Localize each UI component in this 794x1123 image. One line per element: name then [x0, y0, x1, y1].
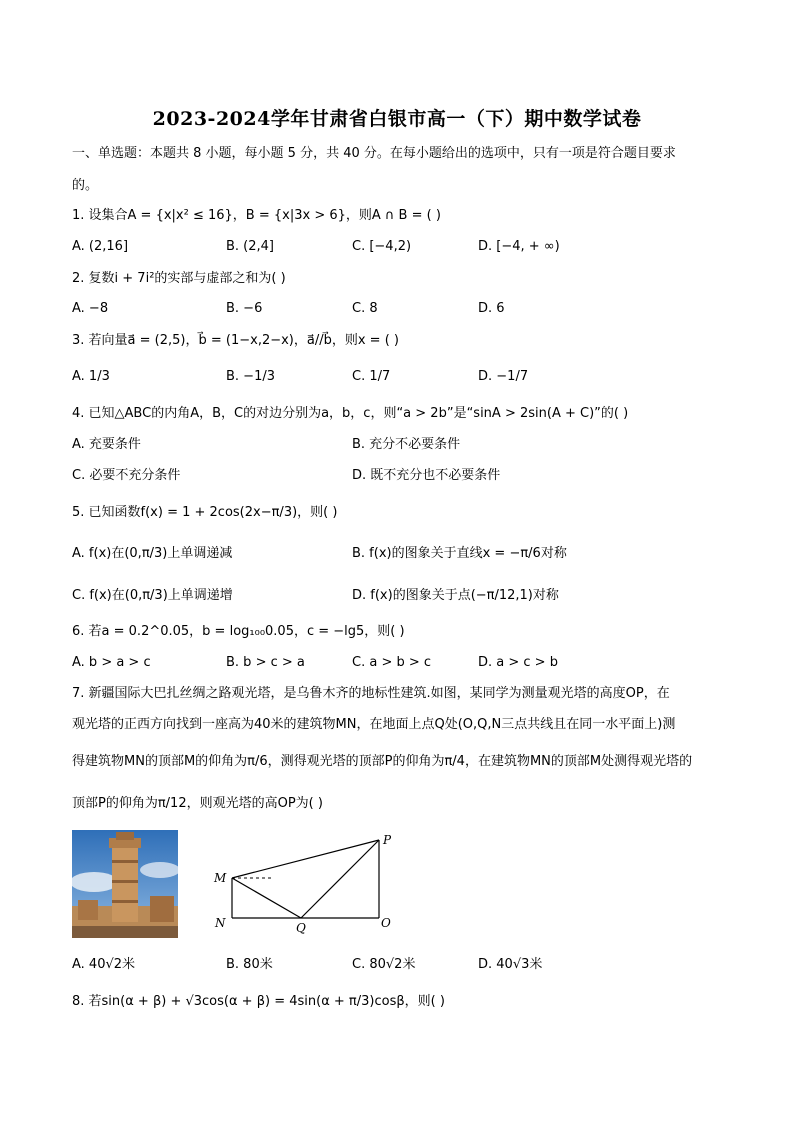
- question-6-stem: 6. 若a = 0.2^0.05，b = log₁₀₀0.05，c = −lg5，则( ): [72, 624, 405, 639]
- question-3-stem: 3. 若向量a⃗ = (2,5)，b⃗ = (1−x,2−x)，a⃗//b⃗，则x = ( ): [72, 333, 399, 348]
- label-o: O: [381, 916, 391, 930]
- question-7-option-c: C. 80√2米: [352, 957, 416, 972]
- geometry-diagram: [205, 828, 425, 940]
- question-1-option-b: B. (2,4]: [226, 239, 275, 254]
- question-4-option-b: B. 充分不必要条件: [352, 437, 461, 452]
- question-6-option-b: B. b > c > a: [226, 655, 305, 670]
- question-1-option-a: A. (2,16]: [72, 239, 129, 254]
- question-6-option-a: A. b > a > c: [72, 655, 151, 670]
- question-6-option-d: D. a > c > b: [478, 655, 558, 670]
- question-3-option-b: B. −1/3: [226, 369, 275, 384]
- page-title: 2023-2024学年甘肃省白银市高一（下）期中数学试卷: [152, 108, 642, 130]
- question-4-option-d: D. 既不充分也不必要条件: [352, 468, 501, 483]
- question-3-option-a: A. 1/3: [72, 369, 110, 384]
- line-qp: [301, 840, 379, 918]
- question-6-option-c: C. a > b > c: [352, 655, 432, 670]
- question-2-option-a: A. −8: [72, 301, 109, 316]
- question-7-stem-line-2: 观光塔的正西方向找到一座高为40米的建筑物MN，在地面上点Q处(O,Q,N三点共线且在同一水平面上)测: [72, 717, 676, 732]
- label-n: N: [215, 916, 226, 930]
- question-2-option-c: C. 8: [352, 301, 378, 316]
- line-mq: [232, 878, 301, 918]
- question-7-option-a: A. 40√2米: [72, 957, 136, 972]
- question-4-option-a: A. 充要条件: [72, 437, 141, 452]
- question-1-option-c: C. [−4,2): [352, 239, 412, 254]
- label-p: P: [383, 833, 392, 847]
- question-5-option-a: A. f(x)在(0,π/3)上单调递减: [72, 546, 233, 561]
- label-m: M: [214, 871, 227, 885]
- geometry-diagram-svg: [205, 828, 425, 940]
- question-7-option-d: D. 40√3米: [478, 957, 543, 972]
- section-heading-line-1: 一、单选题：本题共 8 小题，每小题 5 分，共 40 分。在每小题给出的选项中，只有一项是符合题目要求: [72, 146, 676, 161]
- question-2-option-d: D. 6: [478, 301, 505, 316]
- question-1-stem: 1. 设集合A = {x|x² ≤ 16}，B = {x|3x > 6}，则A ∩ B = ( ): [72, 208, 441, 223]
- section-heading-line-2: 的。: [72, 178, 99, 193]
- question-7-stem-line-3: 得建筑物MN的顶部M的仰角为π/6，测得观光塔的顶部P的仰角为π/4，在建筑物MN的顶部M处测得观光塔的: [72, 754, 693, 769]
- line-mp: [232, 840, 379, 878]
- label-q: Q: [296, 921, 306, 935]
- tower-photo-image: [72, 830, 178, 938]
- question-3-option-c: C. 1/7: [352, 369, 391, 384]
- question-5-option-d: D. f(x)的图象关于点(−π/12,1)对称: [352, 588, 559, 603]
- question-7-stem-line-1: 7. 新疆国际大巴扎丝绸之路观光塔，是乌鲁木齐的地标性建筑.如图，某同学为测量观光塔的高度OP，在: [72, 686, 670, 701]
- question-2-option-b: B. −6: [226, 301, 263, 316]
- question-4-option-c: C. 必要不充分条件: [72, 468, 181, 483]
- question-7-option-b: B. 80米: [226, 957, 273, 972]
- question-5-option-c: C. f(x)在(0,π/3)上单调递增: [72, 588, 233, 603]
- question-5-option-b: B. f(x)的图象关于直线x = −π/6对称: [352, 546, 567, 561]
- question-3-option-d: D. −1/7: [478, 369, 529, 384]
- question-5-stem: 5. 已知函数f(x) = 1 + 2cos(2x−π/3)，则( ): [72, 505, 338, 520]
- question-8-stem: 8. 若sin(α + β) + √3cos(α + β) = 4sin(α + π/3)cosβ，则( ): [72, 994, 445, 1009]
- tower-photo: [72, 830, 178, 938]
- question-4-stem: 4. 已知△ABC的内角A，B，C的对边分别为a，b，c，则“a > 2b”是“sinA > 2sin(A + C)”的( ): [72, 406, 629, 421]
- question-7-stem-line-4: 顶部P的仰角为π/12，则观光塔的高OP为( ): [72, 796, 323, 811]
- question-2-stem: 2. 复数i + 7i²的实部与虚部之和为( ): [72, 271, 286, 286]
- question-1-option-d: D. [−4, + ∞): [478, 239, 560, 254]
